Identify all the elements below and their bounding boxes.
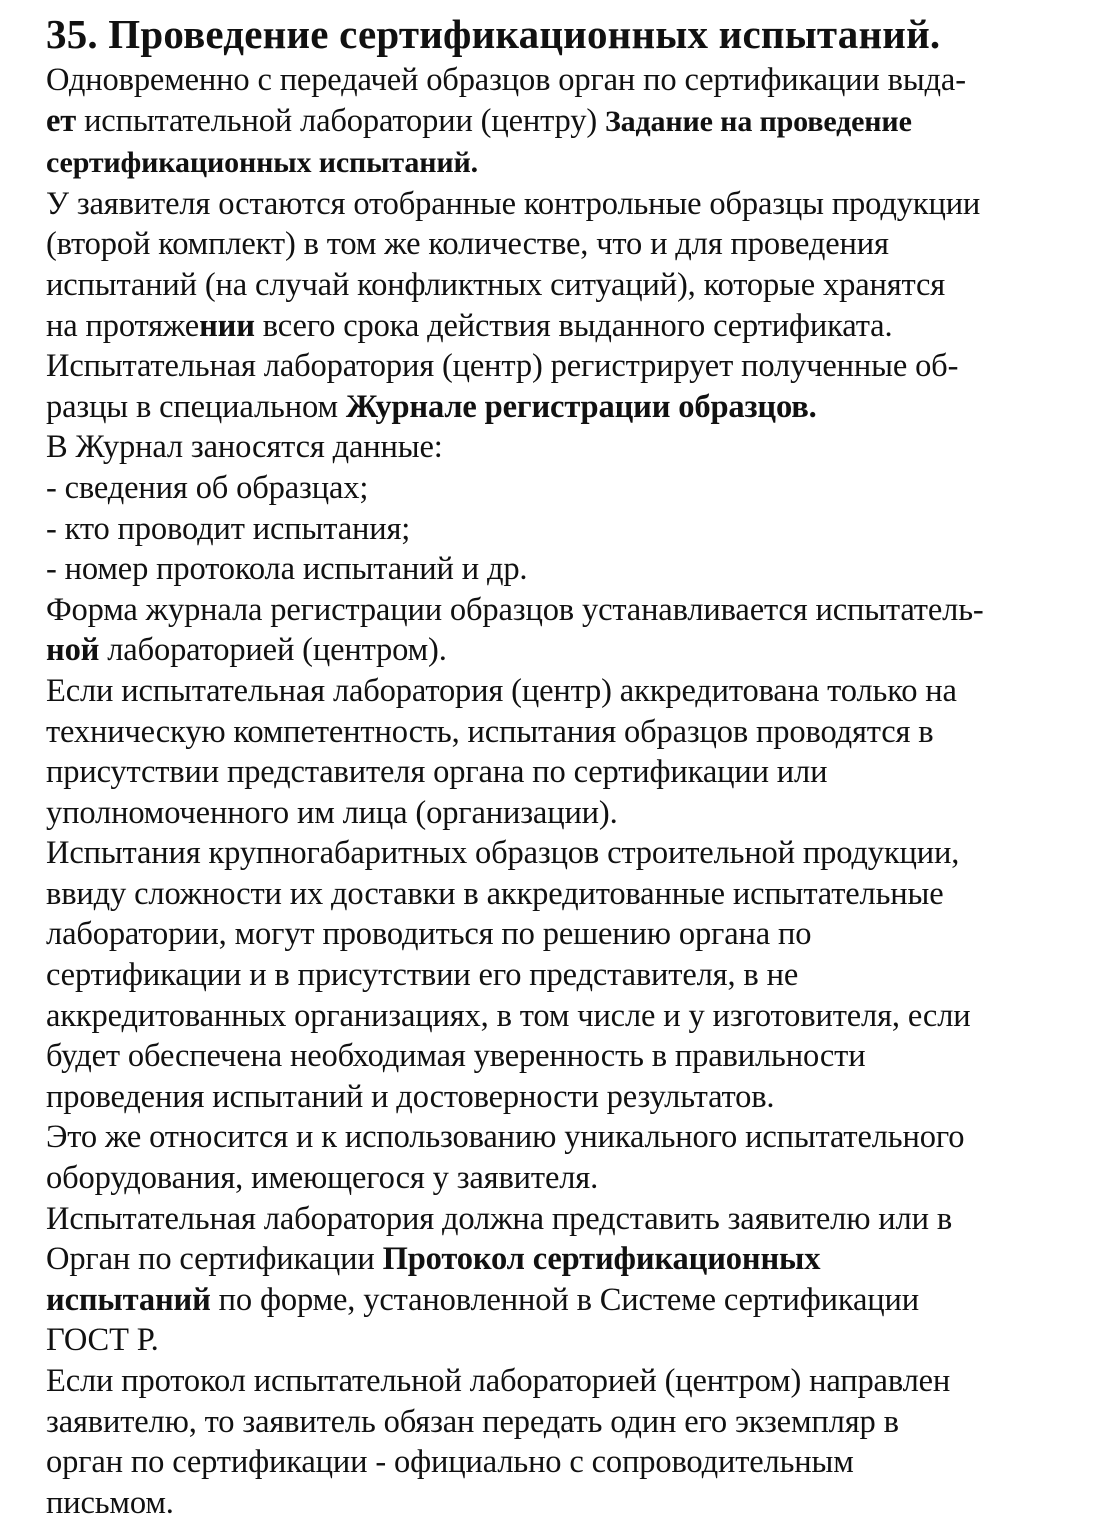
text-run: Испытания крупногабаритных образцов строительной продукции, bbox=[46, 835, 960, 872]
bold-text-run: Протокол сертификационных bbox=[382, 1241, 821, 1278]
text-run: оборудования, имеющегося у заявителя. bbox=[46, 1160, 599, 1197]
bold-text-run: Задание на проведение bbox=[604, 104, 912, 138]
text-line bbox=[46, 590, 1086, 631]
text-line bbox=[46, 1199, 1086, 1240]
text-line bbox=[46, 914, 1086, 955]
text-run: заявителю, то заявитель обязан передать один его экземпляр в bbox=[46, 1403, 899, 1440]
text-line bbox=[46, 1239, 1086, 1280]
text-run: Если испытательная лаборатория (центр) аккредитована только на bbox=[46, 672, 957, 709]
text-run: - кто проводит испытания; bbox=[46, 510, 411, 547]
text-run: Форма журнала регистрации образцов устанавливается испытатель- bbox=[46, 591, 984, 628]
text-line bbox=[46, 1361, 1086, 1402]
text-run: Это же относится и к использованию уникального испытательного bbox=[46, 1119, 965, 1156]
text-line bbox=[46, 1483, 1086, 1524]
text-run: будет обеспечена необходимая уверенность в правильности bbox=[46, 1038, 866, 1075]
text-run: на протяже bbox=[46, 307, 200, 344]
text-line bbox=[46, 833, 1086, 874]
text-line bbox=[46, 793, 1086, 834]
text-run: Одновременно с передачей образцов орган по сертификации выда- bbox=[46, 62, 966, 98]
text-line bbox=[46, 224, 1086, 265]
text-run: присутствии представителя органа по сертификации или bbox=[46, 754, 828, 791]
text-run: орган по сертификации - официально с сопроводительным bbox=[46, 1444, 854, 1481]
text-run: письмом. bbox=[46, 1484, 174, 1521]
text-run: (второй комплект) в том же количестве, что и для проведения bbox=[46, 226, 889, 263]
text-line bbox=[46, 671, 1086, 712]
text-line bbox=[46, 1402, 1086, 1443]
text-line bbox=[46, 712, 1086, 753]
text-line bbox=[46, 427, 1086, 468]
text-run: лабораторией (центром). bbox=[99, 632, 447, 669]
text-run: Испытательная лаборатория должна представить заявителю или в bbox=[46, 1200, 953, 1237]
text-line bbox=[46, 1158, 1086, 1199]
text-line bbox=[46, 549, 1086, 590]
text-run: В Журнал заносятся данные: bbox=[46, 429, 443, 466]
text-line bbox=[46, 346, 1086, 387]
text-line bbox=[46, 60, 1086, 101]
text-run: разцы в специальном bbox=[46, 388, 346, 425]
bold-text-run: испытаний bbox=[46, 1281, 211, 1318]
text-run: сертификации и в присутствии его представителя, в не bbox=[46, 957, 799, 994]
bold-text-run: нии bbox=[199, 307, 255, 344]
text-run: ввиду сложности их доставки в аккредитованные испытательные bbox=[46, 875, 944, 912]
page-title: 35. Проведение сертификационных испытаний. bbox=[46, 11, 941, 57]
text-line bbox=[46, 1280, 1086, 1321]
text-run: - сведения об образцах; bbox=[46, 469, 369, 506]
text-line bbox=[46, 996, 1086, 1037]
bold-text-run: сертификационных испытаний. bbox=[46, 146, 478, 180]
text-line bbox=[46, 468, 1086, 509]
text-run: - номер протокола испытаний и др. bbox=[46, 551, 528, 588]
text-line bbox=[46, 630, 1086, 671]
text-line bbox=[46, 752, 1086, 793]
text-run: испытаний (на случай конфликтных ситуаций), которые хранятся bbox=[46, 266, 946, 303]
bold-text-run: Журнале регистрации образцов. bbox=[345, 388, 817, 425]
text-run: Орган по сертификации bbox=[46, 1241, 383, 1278]
bold-text-run: ет bbox=[46, 102, 77, 139]
text-line bbox=[46, 1117, 1086, 1158]
text-line bbox=[46, 955, 1086, 996]
text-run: проведения испытаний и достоверности результатов. bbox=[46, 1078, 775, 1115]
text-run: лаборатории, могут проводиться по решению органа по bbox=[46, 916, 812, 953]
text-line bbox=[46, 1320, 1086, 1361]
text-line bbox=[46, 874, 1086, 915]
text-line bbox=[46, 1077, 1086, 1118]
text-line bbox=[46, 306, 1086, 347]
text-run: аккредитованных организациях, в том числе и у изготовителя, если bbox=[46, 997, 971, 1034]
text-run: испытательной лаборатории (центру) bbox=[76, 102, 605, 139]
text-run: Если протокол испытательной лабораторией (центром) направлен bbox=[46, 1363, 951, 1399]
text-line bbox=[46, 101, 1086, 143]
text-run: ГОСТ Р. bbox=[46, 1322, 159, 1359]
text-line bbox=[46, 1442, 1086, 1483]
text-run: техническую компетентность, испытания образцов проводятся в bbox=[46, 713, 934, 750]
text-run: У заявителя остаются отобранные контрольные образцы продукции bbox=[46, 185, 981, 222]
bold-text-run: ной bbox=[46, 632, 100, 669]
text-run: Испытательная лаборатория (центр) регистрирует полученные об- bbox=[46, 348, 959, 385]
text-line bbox=[46, 387, 1086, 428]
text-line bbox=[46, 1036, 1086, 1077]
text-line bbox=[46, 265, 1086, 306]
document-body bbox=[46, 60, 1086, 1523]
text-run: по форме, установленной в Системе сертификации bbox=[210, 1281, 920, 1318]
text-line bbox=[46, 509, 1086, 550]
text-line bbox=[46, 142, 1086, 184]
text-run: всего срока действия выданного сертификата. bbox=[254, 307, 893, 344]
text-run: уполномоченного им лица (организации). bbox=[46, 794, 618, 831]
text-line bbox=[46, 184, 1086, 225]
document-page bbox=[46, 8, 1086, 1523]
